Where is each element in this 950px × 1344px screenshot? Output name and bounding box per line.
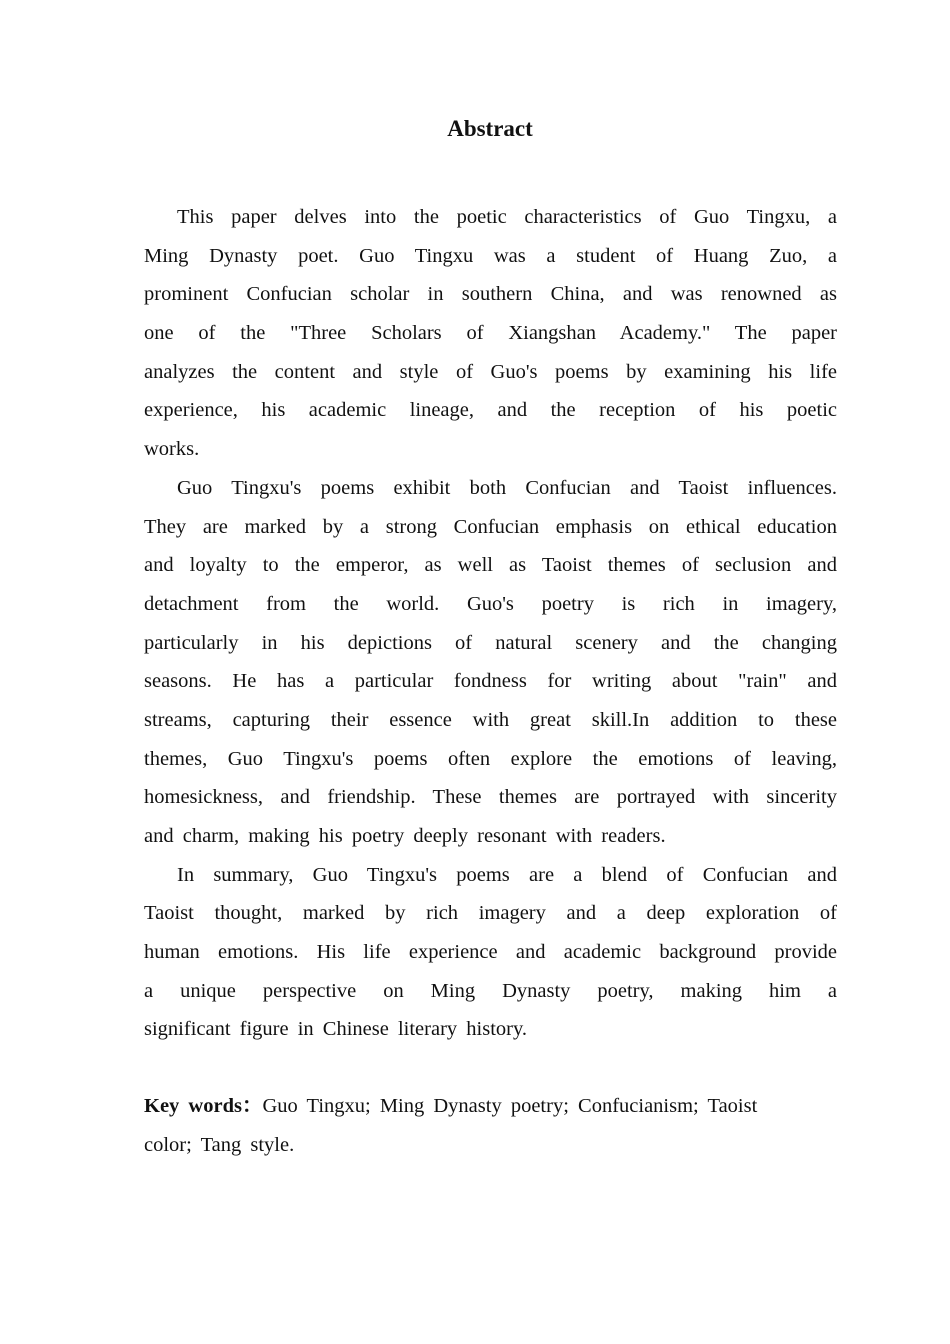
paragraph-line: This paper delves into the poetic characteristics of Guo Tingxu, a	[177, 206, 837, 228]
paragraph	[144, 856, 837, 1049]
paragraph-line: one of the "Three Scholars of Xiangshan Academy." The paper	[144, 322, 837, 345]
paragraph-line: analyzes the content and style of Guo's poems by examining his life	[144, 360, 837, 383]
keywords-line-1: Guo Tingxu; Ming Dynasty poetry; Confucianism; Taoist	[262, 1095, 758, 1117]
paragraph-line: Ming Dynasty poet. Guo Tingxu was a student of Huang Zuo, a	[144, 244, 837, 267]
paragraph-line: a unique perspective on Ming Dynasty poetry, making him a	[144, 979, 837, 1002]
keywords-section	[144, 1087, 837, 1164]
paragraph-line: In summary, Guo Tingxu's poems are a blend of Confucian and	[177, 863, 837, 886]
paragraph-line: seasons. He has a particular fondness for writing about "rain" and	[144, 670, 837, 693]
keywords-label: Key words：	[144, 1095, 263, 1117]
paragraph-line: Guo Tingxu's poems exhibit both Confucian and Taoist influences.	[177, 476, 837, 499]
paragraph-line: They are marked by a strong Confucian emphasis on ethical education	[144, 515, 837, 538]
paragraph-line: homesickness, and friendship. These themes are portrayed with sincerity	[144, 786, 837, 809]
paragraph-line: particularly in his depictions of natural scenery and the changing	[144, 631, 837, 654]
abstract-title: Abstract	[447, 116, 533, 141]
keywords-line-2: color; Tang style.	[144, 1133, 295, 1156]
paragraph	[144, 198, 837, 469]
paragraph-line: experience, his academic lineage, and the reception of his poetic	[144, 399, 837, 422]
paragraph-line: and charm, making his poetry deeply resonant with readers.	[144, 825, 666, 847]
abstract-body	[144, 198, 837, 1049]
paragraph	[144, 469, 837, 856]
paragraph-line: prominent Confucian scholar in southern China, and was renowned as	[144, 283, 837, 306]
paragraph-line: and loyalty to the emperor, as well as Taoist themes of seclusion and	[144, 554, 837, 577]
paragraph-line: works.	[144, 438, 200, 461]
paragraph-line: streams, capturing their essence with great skill.In addition to these	[144, 708, 837, 731]
paragraph-line: detachment from the world. Guo's poetry is rich in imagery,	[144, 592, 837, 615]
paragraph-line: themes, Guo Tingxu's poems often explore the emotions of leaving,	[144, 747, 837, 770]
paragraph-line: human emotions. His life experience and academic background provide	[144, 941, 837, 964]
paragraph-line: Taoist thought, marked by rich imagery and a deep exploration of	[144, 902, 837, 925]
paragraph-line: significant figure in Chinese literary history.	[144, 1018, 528, 1041]
